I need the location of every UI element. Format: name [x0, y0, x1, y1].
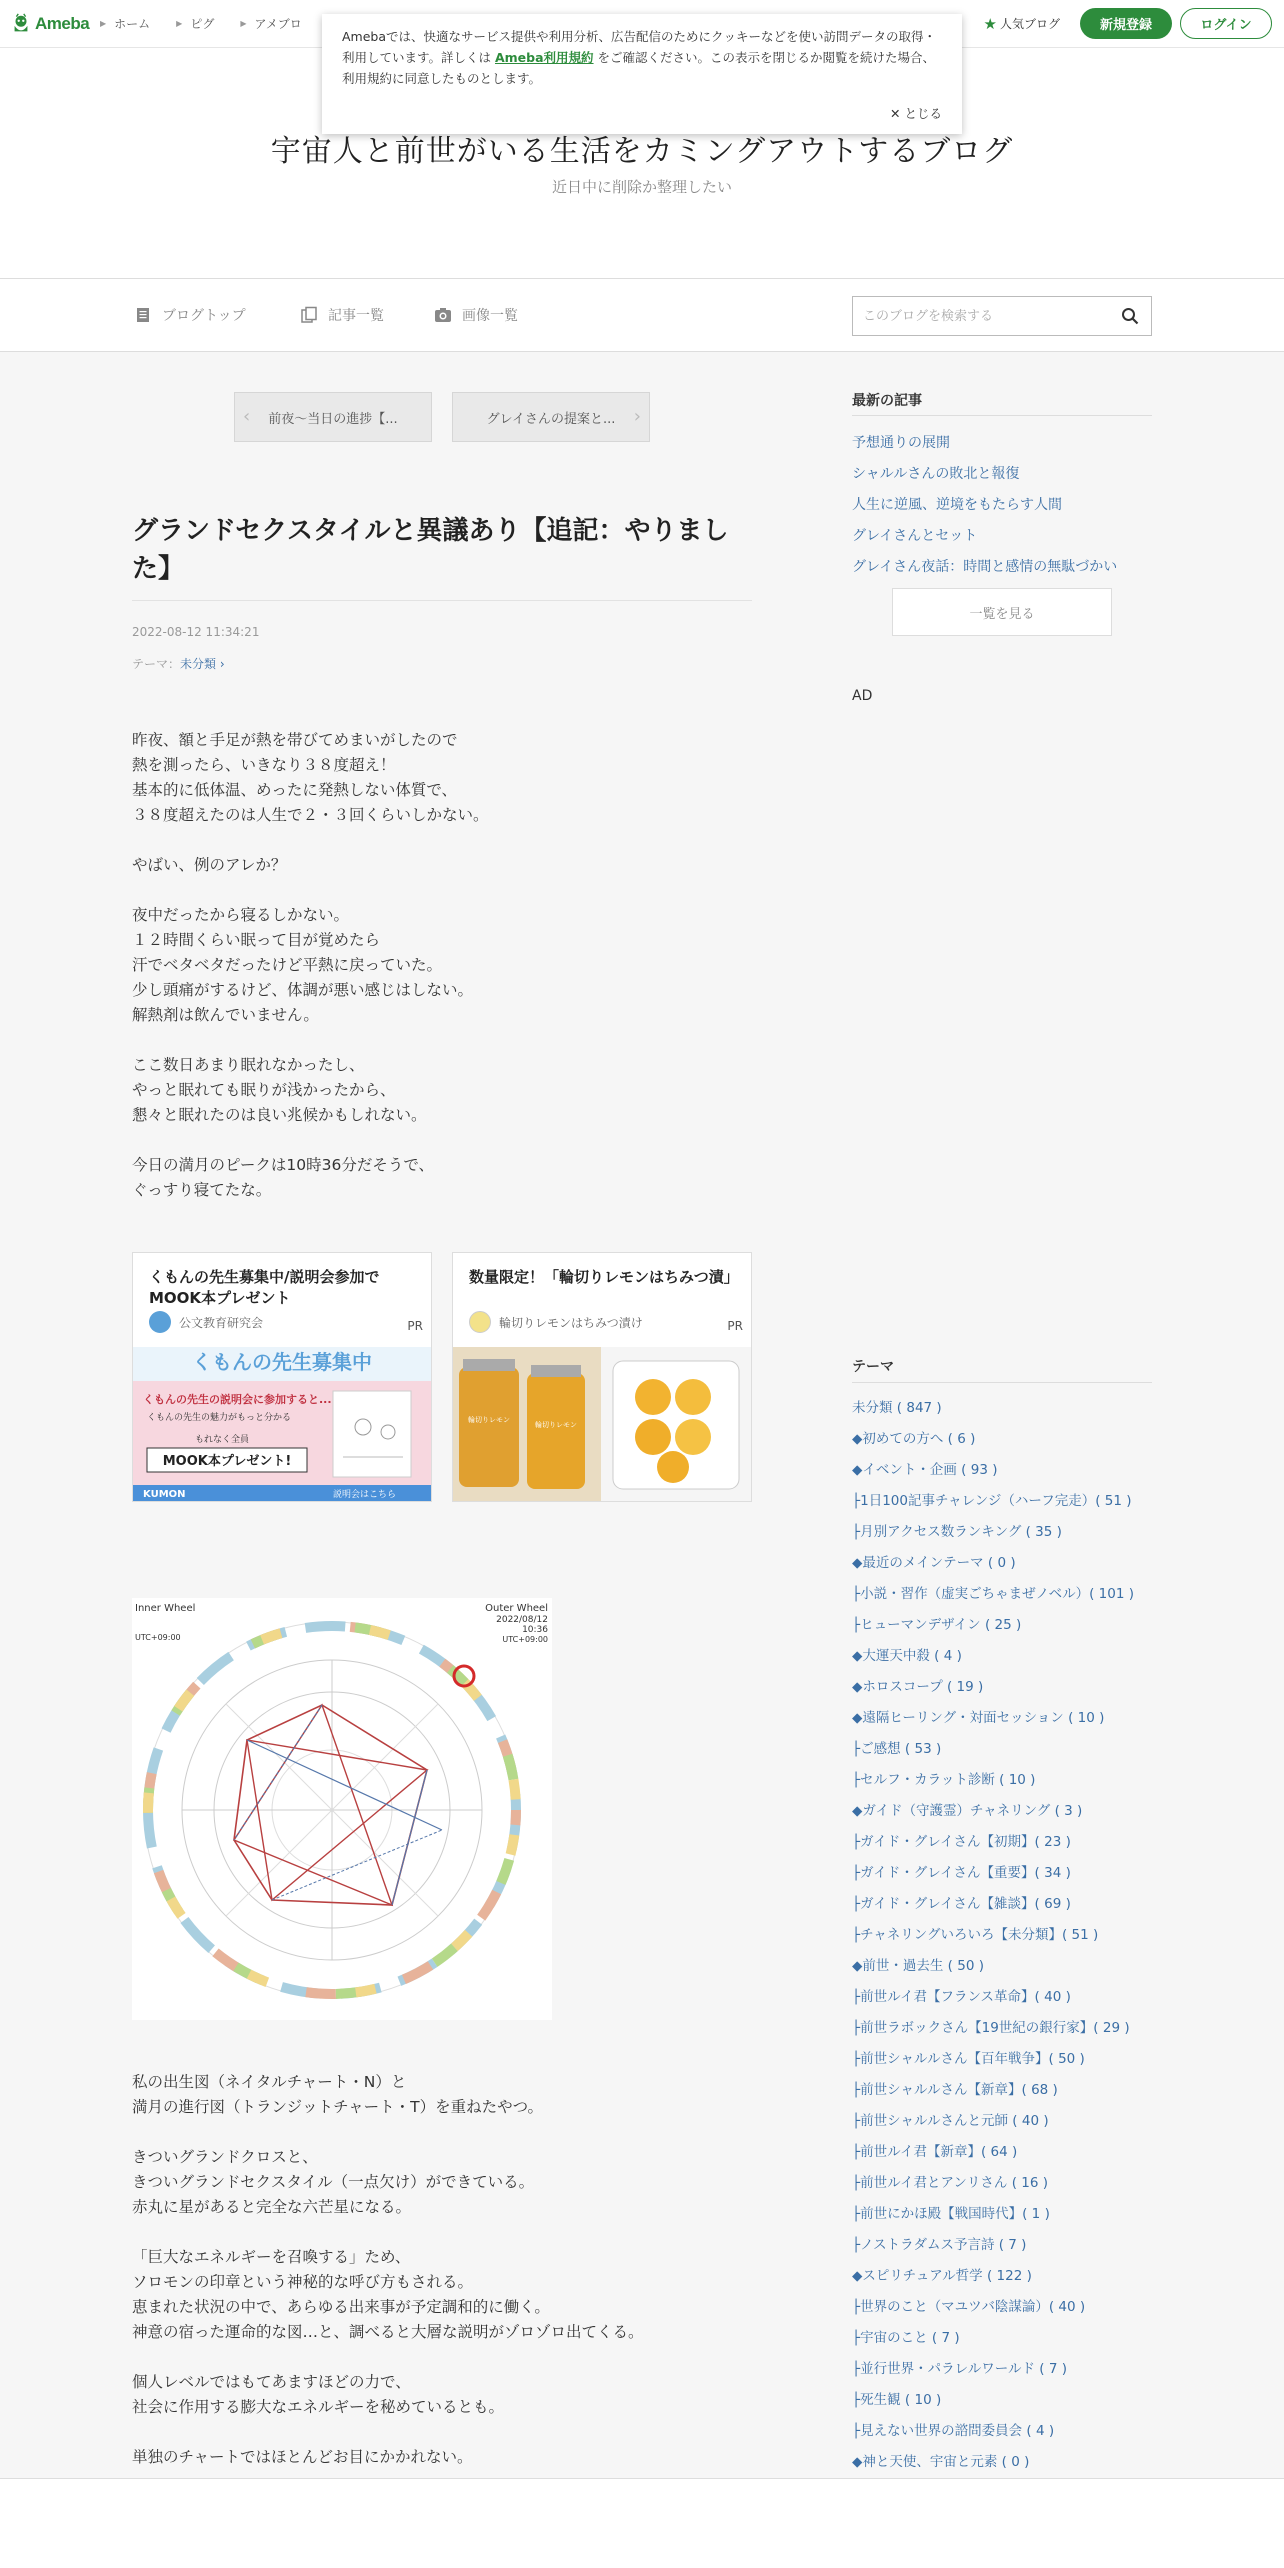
cookie-close-button[interactable] — [890, 104, 942, 122]
next-entry-button[interactable] — [452, 392, 650, 442]
next-entry-label: グレイさんの提案と... — [486, 411, 616, 427]
banner-cta: 説明会はこちら — [333, 1490, 397, 1500]
banner-brand: KUMON — [143, 1489, 186, 1500]
theme-link[interactable]: ├並行世界・パラレルワールド ( 7 ) — [852, 2361, 1068, 2377]
advertiser-logo-icon — [149, 1311, 171, 1333]
image-list-link[interactable] — [434, 305, 518, 325]
theme-link[interactable]: ◆初めての方へ ( 6 ) — [852, 1431, 976, 1447]
cookie-notice — [322, 14, 962, 134]
theme-link[interactable]: ├セルフ・カラット診断 ( 10 ) — [852, 1772, 1036, 1788]
ad-title: 数量限定！「輪切りレモンはちみつ漬」 — [469, 1268, 739, 1286]
blog-description: 近日中に削除か整理したい — [551, 178, 732, 196]
arrow-right-icon: ▶ — [100, 19, 107, 28]
banner-main: MOOK本プレゼント! — [162, 1454, 292, 1469]
popular-blog-label: 人気ブログ — [999, 17, 1060, 31]
global-nav-pigg[interactable] — [176, 15, 214, 32]
arrow-right-icon: ▶ — [240, 19, 247, 28]
recent-entry-link[interactable]: シャルルさんの敗北と報復 — [852, 466, 1020, 482]
prev-entry-label: 前夜〜当日の進捗【... — [268, 411, 398, 427]
terms-link[interactable]: Ameba利用規約 — [494, 50, 594, 65]
recent-entry-link[interactable]: グレイさんとセット — [852, 528, 978, 544]
theme-link[interactable]: ◆前世・過去生 ( 50 ) — [852, 1958, 984, 1974]
theme-list — [852, 1393, 1152, 2478]
entry-list-label: 記事一覧 — [328, 308, 384, 324]
theme-link[interactable]: ├ヒューマンデザイン ( 25 ) — [852, 1617, 1022, 1633]
theme-link[interactable]: ├ガイド・グレイさん【初期】( 23 ) — [852, 1834, 1071, 1850]
ameba-logo-icon — [10, 13, 32, 35]
pr-badge: PR — [407, 1319, 423, 1333]
ad-label: AD — [852, 688, 873, 704]
entry-body-paragraph-1: 昨夜、額と手足が熱を帯びてめまいがしたので 熱を測ったら、いきなり３８度超え！ 基本的に低体温、めったに発熱しない体質で、 ３８度超えたのは人生で２・３回くらいしかない。 やばい、例のアレか？ 夜中だったから寝るしかない。 １２時間くらい眠って目が覚めたら 汗でベタベタだったけど平熱に戻っていた。 少し頭痛がするけど、体調が悪い感じはしない。 解熱剤は飲んでいません。 ここ数日あまり眠れなかったし、 やっと眠れても眠りが浅かったから、 懇々と眠れたのは良い兆候かもしれない。 今日の満月のピークは10時36分だそうで、 ぐっすり寝てたな。 — [132, 731, 489, 1199]
cookie-text-after: をご確認ください。この表示を閉じるか閲覧を続けた場合、利用規約に同意したものとします。 — [342, 50, 936, 86]
theme-link[interactable]: ├前世ルイ君【新章】( 64 ) — [852, 2144, 1018, 2160]
blog-title[interactable]: 宇宙人と前世がいる生活をカミングアウトするブログ — [270, 134, 1014, 169]
theme-link[interactable]: ├世界のこと（マユツバ陰謀論）( 40 ) — [852, 2299, 1086, 2315]
blog-top-link[interactable] — [134, 305, 246, 325]
outer-wheel-date: 2022/08/12 — [496, 1615, 548, 1625]
ad-source-label: 輪切りレモンはちみつ漬け — [499, 1315, 643, 1330]
cookie-text-before: Amebaでは、快適なサービス提供や利用分析、広告配信のためにクッキーなどを使い訪問データの取得・利用しています。詳しくは — [342, 29, 937, 65]
document-icon — [134, 306, 152, 324]
blog-top-label: ブログトップ — [162, 308, 246, 324]
inner-wheel-label: Inner Wheel — [135, 1603, 196, 1614]
recent-entry-link[interactable]: 予想通りの展開 — [852, 435, 950, 451]
theme-link[interactable]: ◆最近のメインテーマ ( 0 ) — [852, 1555, 1016, 1571]
theme-link[interactable]: ├月別アクセス数ランキング ( 35 ) — [852, 1524, 1062, 1540]
arrow-right-icon: ▶ — [176, 19, 183, 28]
image-list-label: 画像一覧 — [462, 308, 518, 324]
close-icon: ✕ — [890, 106, 905, 121]
cookie-close-label: とじる — [904, 106, 942, 121]
global-nav-home[interactable] — [100, 15, 150, 32]
outer-wheel-label: Outer Wheel — [485, 1603, 548, 1614]
advertiser-logo-icon — [469, 1311, 491, 1333]
theme-link[interactable]: 未分類 ( 847 ) — [852, 1400, 942, 1416]
global-nav — [100, 15, 328, 32]
banner-title: くもんの先生募集中 — [192, 1350, 372, 1374]
ad-source — [149, 1311, 263, 1333]
pages-icon — [300, 306, 318, 324]
ad-banner-lemon — [453, 1347, 751, 1501]
horoscope-chart-image — [132, 1598, 552, 2020]
view-all-button[interactable]: 一覧を見る — [892, 588, 1112, 636]
theme-link[interactable]: ◆スピリチュアル哲学 ( 122 ) — [852, 2268, 1032, 2284]
blog-search — [852, 296, 1152, 336]
entry-theme-label: テーマ： — [132, 657, 181, 671]
global-nav-label: アメブロ — [254, 17, 302, 31]
entry-title: グランドセクスタイルと異議あり【追記：やりました】 — [132, 516, 729, 584]
theme-link[interactable]: ├チャネリングいろいろ【未分類】( 51 ) — [852, 1927, 1099, 1943]
recent-entries-divider — [852, 415, 1152, 416]
header-actions — [984, 8, 1272, 39]
login-button[interactable]: ログイン — [1180, 8, 1272, 39]
blog-search-input[interactable] — [853, 297, 1103, 335]
ameba-logo-text: Ameba — [35, 13, 90, 33]
entry-theme — [132, 655, 225, 672]
theme-link[interactable]: ├前世にかほ殿【戦国時代】( 1 ) — [852, 2206, 1050, 2222]
ad-source-label: 公文教育研究会 — [179, 1315, 264, 1330]
recent-entries-list — [852, 428, 1152, 583]
ad-card-lemon[interactable] — [452, 1252, 752, 1502]
theme-link[interactable]: ├前世シャルルさんと元師 ( 40 ) — [852, 2113, 1049, 2129]
ad-card-kumon[interactable] — [132, 1252, 432, 1502]
footer-band — [0, 2478, 1284, 2568]
jar-label-1: 輪切りレモン — [468, 1416, 510, 1424]
theme-link[interactable]: ◆遠隔ヒーリング・対面セッション ( 10 ) — [852, 1710, 1105, 1726]
global-nav-label: ピグ — [190, 17, 215, 31]
prev-entry-button[interactable] — [234, 392, 432, 442]
banner-line-2: くもんの先生の魅力がもっと分かる — [147, 1413, 292, 1423]
theme-link[interactable]: ├宇宙のこと ( 7 ) — [852, 2330, 960, 2346]
inner-wheel-tz: UTC+09:00 — [135, 1633, 181, 1642]
chevron-left-icon: ‹ — [243, 406, 251, 427]
recent-entries-heading: 最新の記事 — [852, 393, 922, 409]
theme-link[interactable]: ├前世シャルルさん【新章】( 68 ) — [852, 2082, 1058, 2098]
recent-entry-link[interactable]: 人生に逆風、逆境をもたらす人間 — [852, 497, 1062, 513]
recent-entry-link[interactable]: グレイさん夜話：時間と感情の無駄づかい — [852, 559, 1118, 575]
theme-link[interactable]: ├前世ルイ君【フランス革命】( 40 ) — [852, 1989, 1071, 2005]
theme-link[interactable]: ├前世シャルルさん【百年戦争】( 50 ) — [852, 2051, 1085, 2067]
outer-wheel-time: 10:36 — [522, 1625, 548, 1635]
camera-icon — [434, 306, 452, 324]
theme-divider — [852, 1382, 1152, 1383]
blog-nav — [0, 278, 1284, 352]
theme-link[interactable]: ◆イベント・企画 ( 93 ) — [852, 1462, 998, 1478]
chevron-right-icon: › — [633, 406, 641, 427]
theme-link[interactable]: ├前世ラボックさん【19世紀の銀行家】( 29 ) — [852, 2020, 1130, 2036]
pr-badge: PR — [727, 1319, 743, 1333]
theme-link[interactable]: ◆神と天使、宇宙と元素 ( 0 ) — [852, 2454, 1030, 2470]
chevron-right-icon: › — [216, 657, 225, 671]
popular-blog-link[interactable] — [984, 15, 1060, 33]
theme-link[interactable]: ├ノストラダムス予言詩 ( 7 ) — [852, 2237, 1027, 2253]
entry-theme-link[interactable]: 未分類 — [180, 657, 217, 671]
global-nav-label: ホーム — [114, 17, 151, 31]
entry-date: 2022-08-12 11:34:21 — [132, 625, 260, 639]
entry-body-paragraph-2: 私の出生図（ネイタルチャート・N）と 満月の進行図（トランジットチャート・T）を重ねたやつ。 きついグランドクロスと、 きついグランドセクスタイル（一点欠け）ができている。 赤丸に星があると完全な六芒星になる。 「巨大なエネルギーを召喚する」ため、 ソロモンの印章という神秘的な呼び方もされる。 恵まれた状況の中で、あらゆる出来事が予定調和的に働く。 神意の宿った運命的な図…と、調べると大層な説明がゾロゾロ出てくる。 個人レベルではもてあますほどの力で、 社会に作用する膨大なエネルギーを秘めているとも。 単独のチャートではほとんどお目にかかれない。 — [132, 2073, 644, 2466]
jar-label-2: 輪切りレモン — [535, 1421, 577, 1429]
banner-line-1: くもんの先生の説明会に参加すると... — [143, 1393, 332, 1406]
theme-link[interactable]: ◆ガイド（守護霊）チャネリング ( 3 ) — [852, 1803, 1083, 1819]
ameba-logo[interactable] — [10, 13, 100, 35]
outer-wheel-tz: UTC+09:00 — [502, 1635, 548, 1644]
cookie-notice-text — [342, 26, 942, 89]
theme-heading: テーマ — [852, 1359, 894, 1375]
theme-link[interactable]: ├ガイド・グレイさん【重要】( 34 ) — [852, 1865, 1071, 1881]
ad-title: くもんの先生募集中/説明会参加でMOOK本プレゼント — [149, 1268, 380, 1307]
theme-link[interactable]: ◆ホロスコープ ( 19 ) — [852, 1679, 984, 1695]
crown-icon: ★ — [983, 14, 997, 33]
register-button[interactable]: 新規登録 — [1080, 8, 1172, 39]
theme-link[interactable]: ├ガイド・グレイさん【雑談】( 69 ) — [852, 1896, 1071, 1912]
ad-banner-kumon — [133, 1347, 431, 1501]
theme-link[interactable]: ├1日100記事チャレンジ（ハーフ完走）( 51 ) — [852, 1493, 1132, 1509]
search-icon[interactable] — [1121, 307, 1139, 325]
title-divider — [132, 600, 752, 601]
banner-small: もれなく全員 — [195, 1435, 250, 1445]
theme-link[interactable]: ├死生観 ( 10 ) — [852, 2392, 942, 2408]
theme-link[interactable]: ├見えない世界の諮問委員会 ( 4 ) — [852, 2423, 1055, 2439]
theme-link[interactable]: ├小説・習作（虚実ごちゃまぜノベル）( 101 ) — [852, 1586, 1134, 1602]
global-nav-ameblo[interactable] — [240, 15, 301, 32]
theme-link[interactable]: ◆大運天中殺 ( 4 ) — [852, 1648, 962, 1664]
entry-list-link[interactable] — [300, 305, 384, 325]
theme-link[interactable]: ├ご感想 ( 53 ) — [852, 1741, 942, 1757]
theme-link[interactable]: ├前世ルイ君とアンリさん ( 16 ) — [852, 2175, 1048, 2191]
ad-source — [469, 1311, 643, 1333]
